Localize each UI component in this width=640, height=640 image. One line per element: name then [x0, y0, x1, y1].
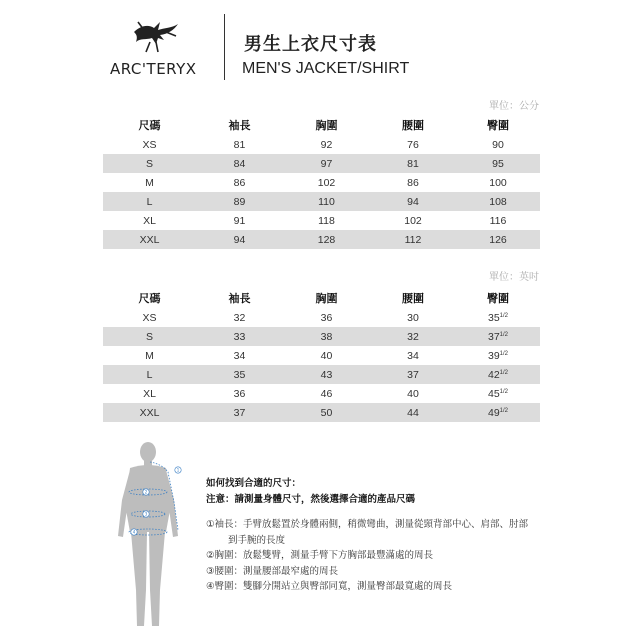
unit-label-cm: 單位：公分	[489, 101, 539, 112]
waist-cell: 81	[370, 154, 456, 173]
column-header-waist: 腰圍	[402, 292, 424, 305]
column-header-waist: 腰圍	[402, 119, 424, 132]
table-row	[103, 154, 540, 173]
waist-cell: 37	[370, 365, 456, 384]
size-cell: L	[103, 192, 196, 211]
measurement-instructions	[206, 476, 566, 595]
instruction-item-sleeve	[206, 517, 566, 548]
table-header-row	[103, 115, 540, 135]
table-row	[103, 365, 540, 384]
waist-cell: 94	[370, 192, 456, 211]
hip-value: 37	[487, 330, 500, 343]
hip-cell: 116	[489, 214, 507, 227]
chest-cell: 50	[283, 403, 370, 422]
chest-cell: 110	[283, 192, 370, 211]
table-row	[103, 135, 540, 154]
instruction-text: ②胸圍：放鬆雙臂，測量手臂下方胸部最豐滿處的周長	[206, 550, 434, 561]
size-cell: XXL	[103, 230, 196, 249]
archaeopteryx-logo-icon	[130, 18, 182, 54]
instruction-text: ③腰圍：測量腰部最窄處的周長	[206, 565, 339, 577]
sleeve-cell: 33	[196, 327, 283, 346]
size-cell: XL	[143, 214, 156, 227]
hip-cell	[456, 308, 540, 327]
table-row	[103, 403, 540, 422]
page-title-zh: 男生上衣尺寸表	[244, 34, 377, 55]
hip-value: 45	[487, 387, 500, 400]
chest-cell: 92	[320, 138, 333, 151]
column-header-chest: 胸圍	[315, 292, 338, 305]
size-table-cm	[103, 115, 540, 249]
marker-3: 3	[144, 511, 148, 517]
waist-cell: 34	[407, 349, 419, 362]
hip-fraction: 1/2	[499, 369, 509, 376]
sleeve-cell: 37	[196, 403, 283, 422]
header	[0, 0, 640, 90]
instruction-text: ④臀圍：雙腳分開站立與臀部同寬，測量臀部最寬處的周長	[206, 581, 453, 592]
chest-cell: 97	[283, 154, 370, 173]
size-cell: XS	[142, 138, 157, 151]
waist-cell: 32	[370, 327, 456, 346]
instruction-text: ①袖長：手臂放鬆置於身體兩側，稍微彎曲，測量從頸背部中心、肩部、肘部	[206, 519, 529, 530]
table-row	[103, 211, 540, 230]
hip-cell: 126	[456, 230, 540, 249]
chest-cell: 46	[320, 387, 333, 400]
hip-cell	[456, 346, 540, 365]
hip-fraction: 1/2	[499, 407, 509, 414]
hip-cell	[456, 403, 540, 422]
column-header-chest: 胸圍	[315, 119, 338, 132]
sleeve-cell: 32	[233, 311, 246, 324]
marker-2: 2	[144, 489, 148, 495]
body-measurement-figure	[112, 440, 190, 632]
sleeve-cell: 36	[233, 387, 246, 400]
column-header-sleeve: 袖長	[228, 119, 251, 132]
chest-cell: 118	[318, 214, 335, 227]
hip-value: 39	[487, 349, 500, 362]
size-cell: L	[103, 365, 196, 384]
size-cell: XS	[142, 311, 157, 324]
instruction-item-hip	[206, 579, 566, 595]
sleeve-cell: 34	[233, 349, 246, 362]
header-divider	[224, 14, 225, 80]
waist-cell: 86	[407, 176, 419, 189]
waist-cell: 102	[404, 214, 422, 227]
hip-fraction: 1/2	[499, 388, 509, 395]
table-row	[103, 192, 540, 211]
sleeve-cell: 84	[196, 154, 283, 173]
marker-1: 1	[176, 467, 180, 473]
table-header-row	[103, 288, 540, 308]
waist-cell: 40	[407, 387, 419, 400]
hip-value: 35	[487, 311, 500, 324]
instruction-item-chest	[206, 548, 566, 564]
size-cell: XL	[143, 387, 156, 400]
brand-wordmark: ARC'TERYX	[110, 60, 197, 78]
sleeve-cell: 94	[196, 230, 283, 249]
sleeve-cell: 86	[233, 176, 246, 189]
column-header-hip: 臀圍	[487, 292, 509, 305]
chest-cell: 43	[283, 365, 370, 384]
instruction-text-continued: 到手腕的長度	[228, 534, 286, 546]
hip-cell: 100	[489, 176, 507, 189]
hip-value: 49	[487, 406, 500, 419]
hip-cell	[456, 327, 540, 346]
hip-cell: 95	[456, 154, 540, 173]
column-header-hip: 臀圍	[487, 119, 509, 132]
waist-cell: 44	[370, 403, 456, 422]
column-header-size: 尺碼	[138, 119, 161, 132]
waist-cell: 30	[407, 311, 419, 324]
chest-cell: 36	[320, 311, 333, 324]
sleeve-cell: 81	[233, 138, 246, 151]
chest-cell: 128	[283, 230, 370, 249]
hip-fraction: 1/2	[499, 331, 509, 338]
marker-4: 4	[132, 529, 136, 535]
hip-fraction: 1/2	[499, 312, 509, 319]
table-row	[103, 384, 540, 403]
hip-cell	[456, 384, 540, 403]
size-cell: M	[145, 349, 154, 362]
size-cell: S	[103, 327, 196, 346]
sleeve-cell: 89	[196, 192, 283, 211]
sleeve-cell: 91	[233, 214, 246, 227]
column-header-sleeve: 袖長	[228, 292, 251, 305]
table-row	[103, 230, 540, 249]
table-row	[103, 346, 540, 365]
chest-cell: 102	[317, 176, 336, 189]
hip-cell: 90	[492, 138, 504, 151]
table-row	[103, 308, 540, 327]
unit-label-inch: 單位：英吋	[489, 272, 539, 283]
chest-cell: 40	[320, 349, 333, 362]
chest-cell: 38	[283, 327, 370, 346]
hip-fraction: 1/2	[499, 350, 509, 357]
table-row	[103, 173, 540, 192]
size-cell: S	[103, 154, 196, 173]
instruction-item-waist	[206, 564, 566, 580]
column-header-size: 尺碼	[138, 292, 161, 305]
waist-cell: 112	[370, 230, 456, 249]
waist-cell: 76	[407, 138, 419, 151]
hip-cell	[456, 365, 540, 384]
size-table-inch	[103, 288, 540, 422]
hip-value: 42	[487, 368, 500, 381]
size-cell: XXL	[103, 403, 196, 422]
instructions-question: 如何找到合適的尺寸：	[206, 478, 302, 489]
page-title-en: MEN'S JACKET/SHIRT	[242, 60, 410, 77]
table-row	[103, 327, 540, 346]
hip-cell: 108	[456, 192, 540, 211]
sleeve-cell: 35	[196, 365, 283, 384]
instructions-note: 注意：請測量身體尺寸，然後選擇合適的產品尺碼	[206, 493, 416, 505]
size-cell: M	[145, 176, 154, 189]
